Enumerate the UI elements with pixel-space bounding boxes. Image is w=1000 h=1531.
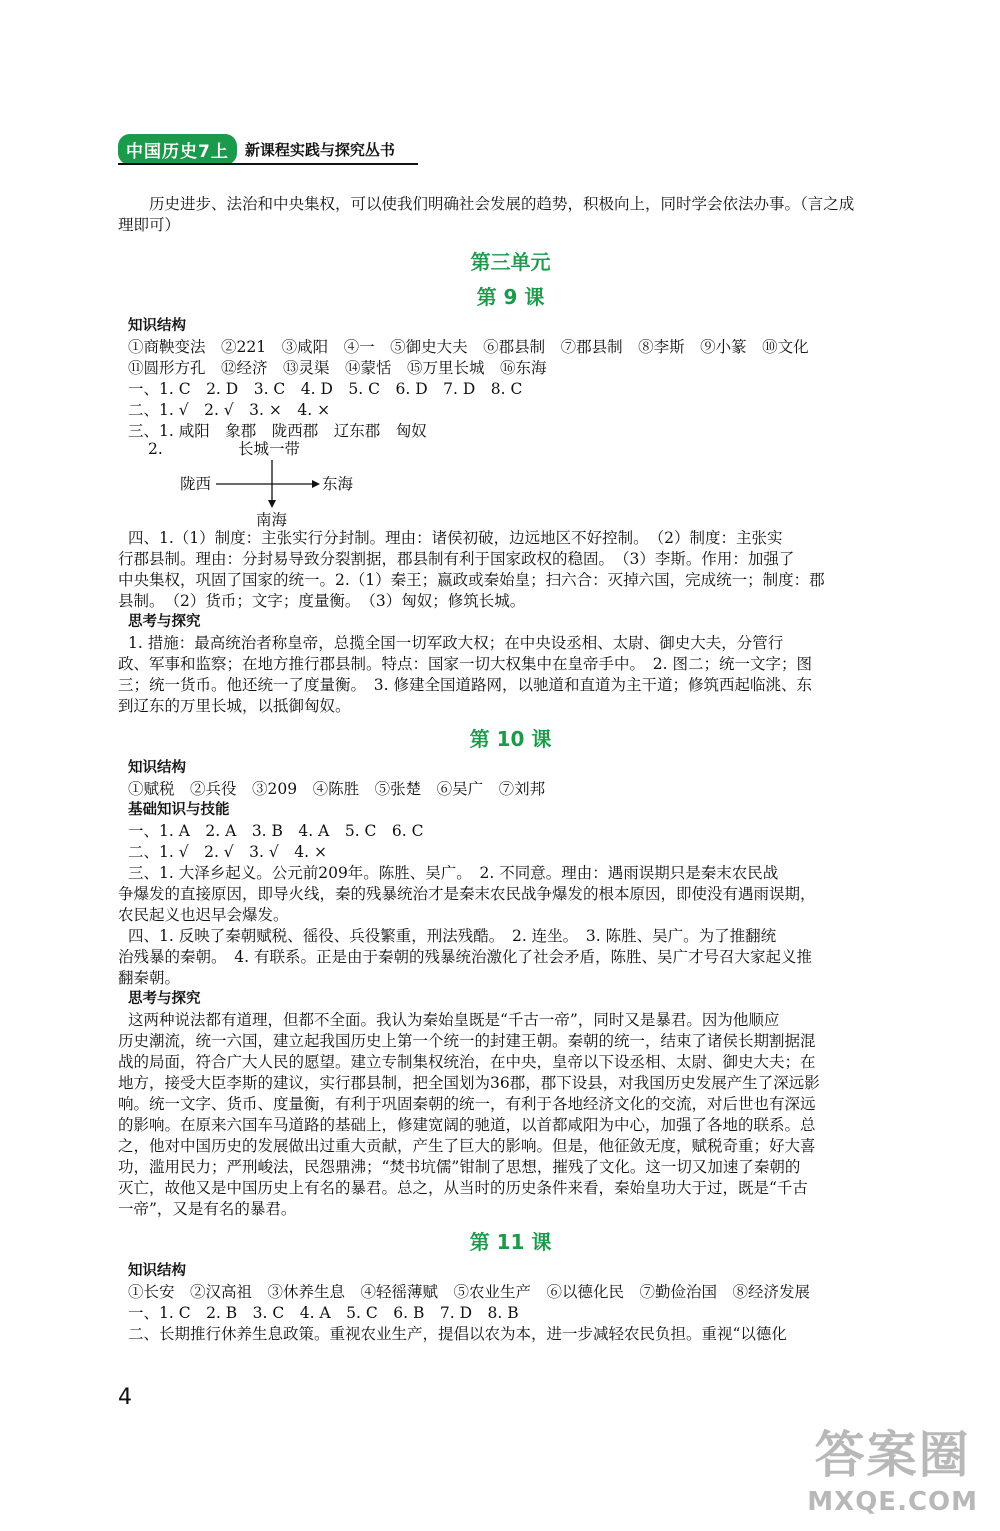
book-title-badge: 中国历史7上	[118, 134, 237, 165]
watermark-url: MXQE.COM	[807, 1487, 978, 1517]
page-content	[118, 194, 903, 1345]
lesson-10-explore-heading: 思考与探究	[128, 991, 201, 1007]
diagram-right-label: 东海	[322, 475, 354, 493]
diagram-left-label: 陇西	[180, 475, 212, 493]
diagram-bottom-label: 南海	[256, 511, 288, 529]
answer-line: 一、1. C 2. D 3. C 4. D 5. C 6. D 7. D 8. C	[128, 380, 523, 398]
answer-line: 的影响。在原来六国车马道路的基础上，修建宽阔的驰道，以首都咸阳为中心，加强了各地的联系。总	[118, 1116, 816, 1134]
answer-line: 三；统一货币。他还统一了度量衡。 3. 修建全国道路网，以驰道和直道为主干道；修筑西起临洮、东	[118, 676, 812, 694]
direction-diagram	[118, 440, 903, 529]
answer-line: 二、长期推行休养生息政策。重视农业生产，提倡以农为本，进一步减轻农民负担。重视“以德化	[128, 1325, 787, 1343]
answer-line: 一、1. A 2. A 3. B 4. A 5. C 6. C	[128, 822, 424, 840]
lesson-9-knowledge-heading: 知识结构	[128, 318, 186, 334]
answer-line: ⑪圆形方孔 ⑫经济 ⑬灵渠 ⑭蒙恬 ⑮万里长城 ⑯东海	[128, 359, 547, 377]
answer-line: 地方，接受大臣李斯的建议，实行郡县制，把全国划为36郡，郡下设县，对我国历史发展产生了深远影	[118, 1074, 820, 1092]
watermark	[807, 1415, 978, 1517]
answer-line: 三、1. 大泽乡起义。公元前209年。陈胜、吴广。 2. 不同意。理由：遇雨误期只是秦末农民战	[128, 864, 779, 882]
answer-line: 争爆发的直接原因，即导火线，秦的残暴统治才是秦末农民战争爆发的根本原因，即使没有遇雨误期，	[118, 885, 816, 903]
page-header	[118, 134, 395, 165]
answer-line: 四、1. 反映了秦朝赋税、徭役、兵役繁重，刑法残酷。 2. 连坐。 3. 陈胜、吴广。为了推翻统	[128, 927, 777, 945]
answer-line: 一、1. C 2. B 3. C 4. A 5. C 6. B 7. D 8. B	[128, 1304, 519, 1322]
lesson-9-explore-heading: 思考与探究	[128, 614, 201, 630]
answer-line: 行郡县制。理由：分封易导致分裂割据，郡县制有利于国家政权的稳固。 （3）李斯。作用：加强了	[118, 550, 795, 568]
diagram-number: 2.	[148, 440, 163, 458]
watermark-text: 答案圈	[814, 1426, 971, 1484]
series-title: 新课程实践与探究丛书	[244, 141, 395, 159]
header-rule	[118, 163, 418, 165]
page-number: 4	[118, 1385, 132, 1410]
answer-line: 历史潮流，统一六国，建立起我国历史上第一个统一的封建王朝。秦朝的统一，结束了诸侯长期割据混	[118, 1032, 816, 1050]
intro-line: 理即可）	[118, 216, 181, 234]
answer-line: 政、军事和监察；在地方推行郡县制。特点：国家一切大权集中在皇帝手中。 2. 图二；统一文字；图	[118, 655, 812, 673]
lesson-10-basic-heading: 基础知识与技能	[128, 802, 230, 818]
answer-line: 到辽东的万里长城，以抵御匈奴。	[118, 697, 351, 715]
answer-line: 一帝”，又是有名的暴君。	[118, 1200, 297, 1218]
answer-line: 县制。 （2）货币；文字；度量衡。 （3）匈奴；修筑长城。	[118, 592, 526, 610]
lesson-10-title: 第 10 课	[469, 727, 552, 751]
answer-line: 功，滥用民力；严刑峻法，民怨鼎沸；“焚书坑儒”钳制了思想，摧残了文化。这一切又加速了秦朝的	[118, 1158, 801, 1176]
answer-line: 响。统一文字、货币、度量衡，有利于巩固秦朝的统一，有利于各地经济文化的交流，对后世也有深远	[118, 1095, 816, 1113]
answer-line: ①商鞅变法 ②221 ③咸阳 ④一 ⑤御史大夫 ⑥郡县制 ⑦郡县制 ⑧李斯 ⑨小篆 ⑩文化	[128, 338, 809, 356]
answer-line: 农民起义也迟早会爆发。	[118, 906, 289, 924]
answer-line: 中央集权，巩固了国家的统一。2.（1）秦王；嬴政或秦始皇；扫六合：灭掉六国，完成统一；制度：郡	[118, 571, 825, 589]
answer-line: 治残暴的秦朝。 4. 有联系。正是由于秦朝的残暴统治激化了社会矛盾，陈胜、吴广才号召大家起义推	[118, 948, 812, 966]
answer-line: 之，他对中国历史的发展做出过重大贡献，产生了巨大的影响。但是，他征敛无度，赋税奇重；好大喜	[118, 1137, 816, 1155]
lesson-11-knowledge-heading: 知识结构	[128, 1263, 186, 1279]
lesson-9-title: 第 9 课	[476, 285, 545, 309]
lesson-10-knowledge-heading: 知识结构	[128, 760, 186, 776]
intro-line: 历史进步、法治和中央集权，可以使我们明确社会发展的趋势，积极向上，同时学会依法办事。（言之成	[149, 195, 855, 213]
answer-line: 这两种说法都有道理，但都不全面。我认为秦始皇既是“千古一帝”，同时又是暴君。因为他顺应	[128, 1011, 780, 1029]
answer-line: 灭亡，故他又是中国历史上有名的暴君。总之，从当时的历史条件来看，秦始皇功大于过，既是“千古	[118, 1179, 808, 1197]
unit-title: 第三单元	[470, 250, 551, 274]
answer-line: ①长安 ②汉高祖 ③休养生息 ④轻徭薄赋 ⑤农业生产 ⑥以德化民 ⑦勤俭治国 ⑧经济发展	[128, 1283, 811, 1301]
answer-line: 四、1.（1）制度：主张实行分封制。理由：诸侯初破，边远地区不好控制。 （2）制度：主张实	[128, 529, 783, 547]
diagram-arrows	[118, 442, 378, 526]
answer-line: 三、1. 咸阳 象郡 陇西郡 辽东郡 匈奴	[128, 422, 427, 440]
lesson-11-title: 第 11 课	[469, 1230, 552, 1254]
answer-line: 1. 措施：最高统治者称皇帝，总揽全国一切军政大权；在中央设丞相、太尉、御史大夫，分管行	[128, 634, 784, 652]
diagram-top-label: 长城一带	[238, 440, 301, 458]
answer-line: 翻秦朝。	[118, 969, 181, 987]
answer-line: 战的局面，符合广大人民的愿望。建立专制集权统治，在中央，皇帝以下设丞相、太尉、御史大夫；在	[118, 1053, 816, 1071]
answer-line: 二、1. √ 2. √ 3. √ 4. ×	[128, 843, 327, 861]
answer-line: ①赋税 ②兵役 ③209 ④陈胜 ⑤张楚 ⑥吴广 ⑦刘邦	[128, 780, 546, 798]
answer-line: 二、1. √ 2. √ 3. × 4. ×	[128, 401, 331, 419]
